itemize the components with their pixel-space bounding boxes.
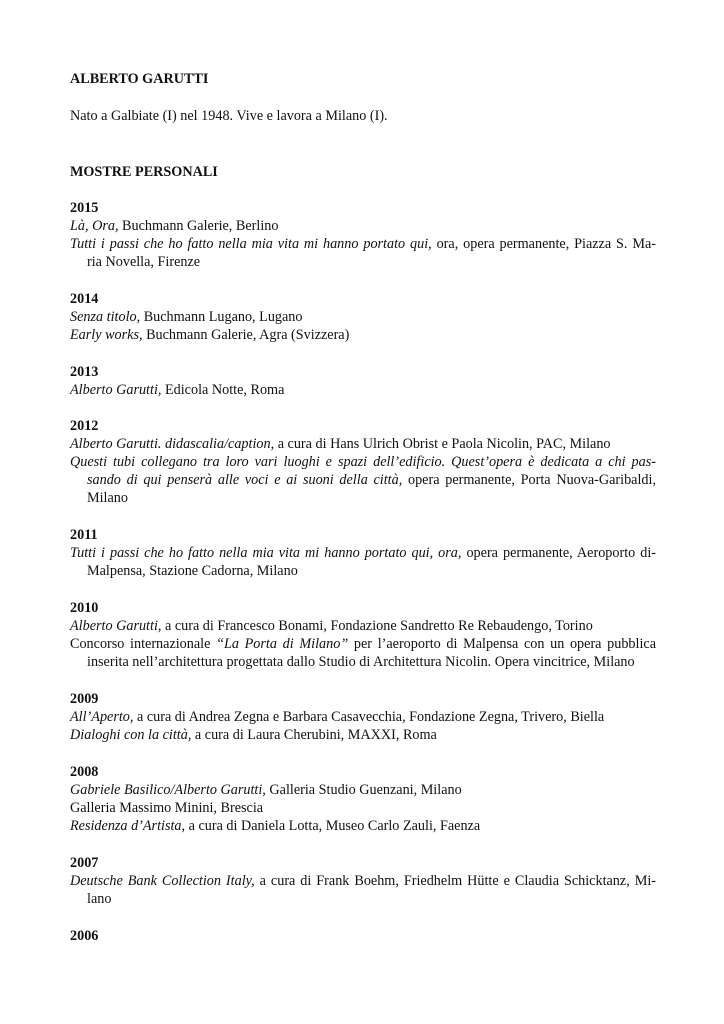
exhibition-entry: Deutsche Bank Collection Italy, a cura di Frank Boehm, Friedhelm Hütte e Claudia Schicktanz, Mi- xyxy=(70,873,656,889)
year-heading: 2007 xyxy=(70,855,99,871)
exhibition-entry: Dialoghi con la città, a cura di Laura Cherubini, MAXXI, Roma xyxy=(70,727,437,743)
exhibition-entry: Early works, Buchmann Galerie, Agra (Svizzera) xyxy=(70,327,350,343)
exhibition-entry-cont: lano xyxy=(87,891,112,907)
exhibition-entry: Galleria Massimo Minini, Brescia xyxy=(70,800,264,816)
year-heading: 2012 xyxy=(70,418,99,434)
exhibition-entry: All’Aperto, a cura di Andrea Zegna e Barbara Casavecchia, Fondazione Zegna, Trivero, Biella xyxy=(70,709,605,725)
year-heading: 2009 xyxy=(70,691,99,707)
year-heading: 2011 xyxy=(70,527,98,543)
exhibition-entry: Concorso internazionale “La Porta di Milano” per l’aeroporto di Malpensa con un opera pubblica xyxy=(70,636,657,652)
year-heading: 2014 xyxy=(70,291,99,307)
artist-bio: Nato a Galbiate (I) nel 1948. Vive e lavora a Milano (I). xyxy=(70,108,388,124)
year-heading: 2015 xyxy=(70,200,99,216)
exhibition-entry: Tutti i passi che ho fatto nella mia vita mi hanno portato qui, ora, opera permanente, Aeroporto di- xyxy=(70,545,656,561)
exhibition-entry-cont: ria Novella, Firenze xyxy=(87,254,201,270)
exhibition-entry-cont: inserita nell’architettura progettata dallo Studio di Architettura Nicolin. Opera vincitrice, Milano xyxy=(87,654,635,670)
exhibition-entry: Alberto Garutti. didascalia/caption, a cura di Hans Ulrich Obrist e Paola Nicolin, PAC, Milano xyxy=(70,436,611,452)
exhibition-entry: Residenza d’Artista, a cura di Daniela Lotta, Museo Carlo Zauli, Faenza xyxy=(70,818,481,834)
section-title: MOSTRE PERSONALI xyxy=(70,164,218,180)
exhibition-entry-cont: Malpensa, Stazione Cadorna, Milano xyxy=(87,563,298,579)
year-heading: 2008 xyxy=(70,764,99,780)
exhibition-entry: Gabriele Basilico/Alberto Garutti, Galleria Studio Guenzani, Milano xyxy=(70,782,462,798)
year-heading: 2006 xyxy=(70,928,99,944)
exhibition-entry: Alberto Garutti, a cura di Francesco Bonami, Fondazione Sandretto Re Rebaudengo, Torino xyxy=(70,618,593,634)
exhibition-entry: Tutti i passi che ho fatto nella mia vita mi hanno portato qui, ora, opera permanente, Piazza S. Ma- xyxy=(70,236,656,252)
exhibition-entry-cont: sando di qui penserà alle voci e ai suoni della città, opera permanente, Porta Nuova-Garibaldi, xyxy=(87,472,656,488)
exhibition-entry: Senza titolo, Buchmann Lugano, Lugano xyxy=(70,309,303,325)
exhibition-entry: Questi tubi collegano tra loro vari luoghi e spazi dell’edificio. Quest’opera è dedicata a chi pas- xyxy=(70,454,656,470)
exhibition-entry: Alberto Garutti, Edicola Notte, Roma xyxy=(70,382,285,398)
year-heading: 2013 xyxy=(70,364,99,380)
exhibition-entry-cont: Milano xyxy=(87,490,128,506)
exhibition-entry: Là, Ora, Buchmann Galerie, Berlino xyxy=(70,218,279,234)
year-heading: 2010 xyxy=(70,600,99,616)
artist-name: ALBERTO GARUTTI xyxy=(70,71,209,87)
